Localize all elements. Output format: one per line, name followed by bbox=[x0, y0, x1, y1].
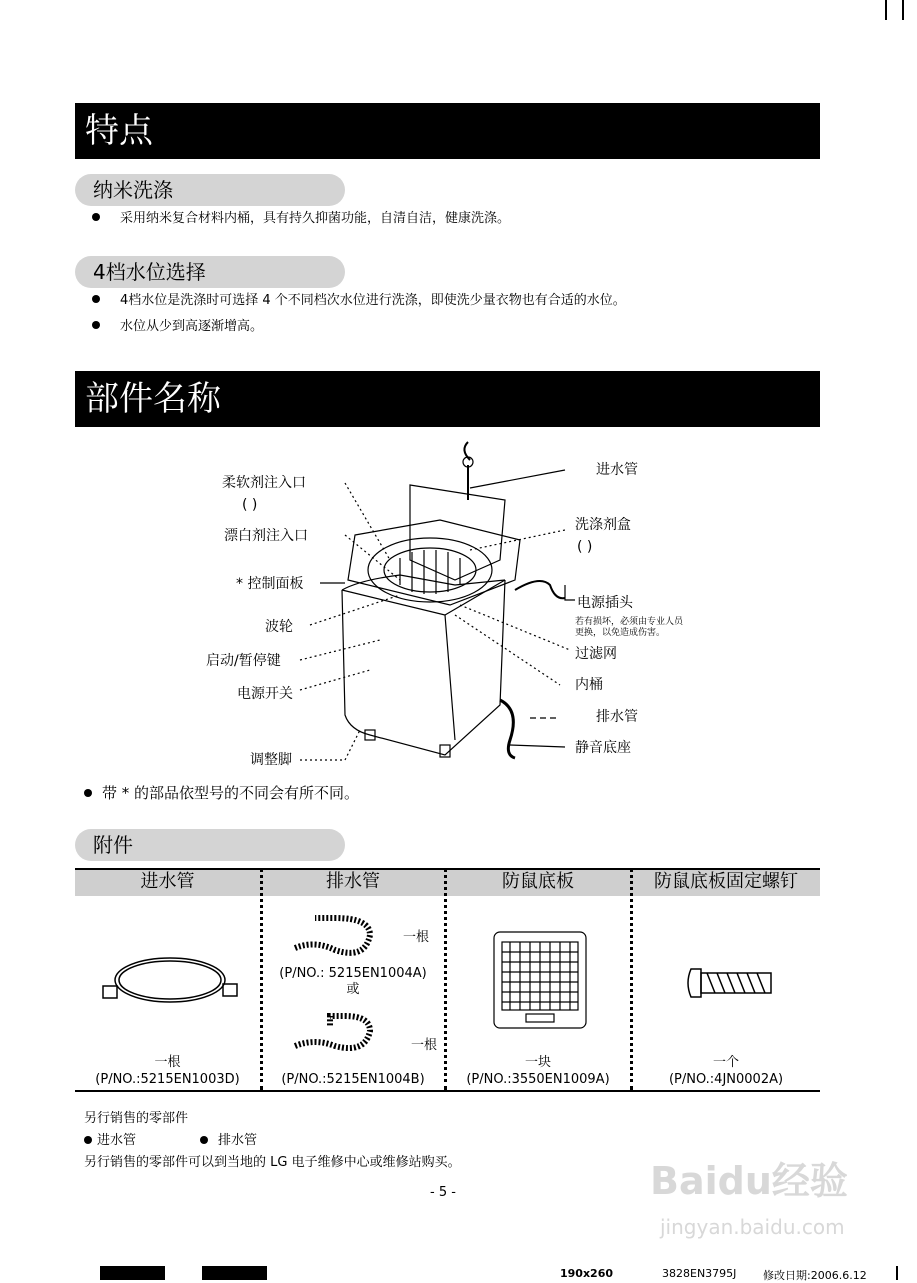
drain-hose-or: 或 bbox=[346, 982, 360, 997]
screw-illustration bbox=[687, 963, 777, 1003]
softener-inlet-label: 柔软剂注入口 bbox=[222, 475, 306, 491]
sold-separately-item-2: 排水管 bbox=[200, 1132, 257, 1150]
drain-hose-a-part-number: (P/NO.: 5215EN1004A) bbox=[279, 966, 427, 981]
inner-tub-label: 内桶 bbox=[575, 677, 603, 693]
col-title-screw: 防鼠底板固定螺钉 bbox=[654, 871, 798, 892]
crop-mark-bottom-right bbox=[896, 1266, 898, 1280]
control-panel-label: * 控制面板 bbox=[236, 576, 304, 592]
drain-hose-b-part-number: (P/NO.:5215EN1004B) bbox=[281, 1072, 425, 1087]
detergent-icon-paren: ( ) bbox=[577, 539, 593, 555]
page-number: - 5 - bbox=[430, 1185, 456, 1200]
watermark-url: jingyan.baidu.com bbox=[660, 1215, 845, 1239]
footer-black-block-1 bbox=[100, 1266, 165, 1280]
drain-hose-label: 排水管 bbox=[596, 709, 638, 725]
screw-part-number: (P/NO.:4JN0002A) bbox=[668, 1072, 784, 1087]
bullet-dot bbox=[92, 213, 100, 221]
watermark-brand: Baidu经验 bbox=[650, 1159, 848, 1203]
bullet-dot bbox=[200, 1136, 208, 1144]
crop-mark-top-right-2 bbox=[902, 0, 904, 20]
nano-wash-bullet: 采用纳米复合材料内桶，具有持久抑菌功能，自清自洁，健康洗涤。 bbox=[92, 210, 510, 228]
water-level-heading: 4档水位选择 bbox=[75, 256, 345, 288]
drain-hose-b-qty: 一根 bbox=[411, 1038, 438, 1053]
sold-separately-item-1: 进水管 bbox=[84, 1132, 136, 1150]
bullet-dot bbox=[84, 789, 92, 797]
base-plate-part-number: (P/NO.:3550EN1009A) bbox=[466, 1072, 610, 1087]
footer-revision-date: 修改日期:2006.6.12 bbox=[763, 1269, 867, 1282]
col-title-drain-hose: 排水管 bbox=[326, 871, 380, 892]
base-plate-qty: 一块 bbox=[524, 1055, 551, 1070]
bullet-dot bbox=[84, 1136, 92, 1144]
silent-base-label: 静音底座 bbox=[575, 740, 631, 756]
accessories-heading: 附件 bbox=[75, 829, 345, 861]
table-bottom-rule bbox=[75, 1090, 820, 1092]
model-note: 带 * 的部品依型号的不同会有所不同。 bbox=[84, 784, 359, 802]
bullet-dot bbox=[92, 321, 100, 329]
col-title-inlet-hose: 进水管 bbox=[140, 871, 195, 892]
bullet-dot bbox=[92, 295, 100, 303]
accessories-table bbox=[75, 868, 820, 1093]
footer-doc-number: 3828EN3795J bbox=[662, 1267, 737, 1280]
power-plug-label: 电源插头 bbox=[577, 595, 633, 611]
power-switch-label: 电源开关 bbox=[237, 686, 293, 702]
sold-separately-title: 另行销售的零部件 bbox=[84, 1111, 189, 1126]
inlet-hose-qty: 一根 bbox=[154, 1055, 181, 1070]
drain-hose-b-illustration bbox=[275, 1006, 385, 1058]
inlet-hose-illustration bbox=[100, 938, 240, 1018]
softener-icon-paren: ( ) bbox=[242, 497, 258, 513]
inlet-hose-label: 进水管 bbox=[596, 462, 638, 478]
col-title-base-plate: 防鼠底板 bbox=[502, 871, 574, 892]
washing-machine-diagram bbox=[0, 440, 917, 780]
bleach-inlet-label: 漂白剂注入口 bbox=[224, 528, 308, 544]
nano-wash-heading: 纳米洗涤 bbox=[75, 174, 345, 206]
footer-black-block-2 bbox=[202, 1266, 267, 1280]
base-plate-illustration bbox=[490, 928, 590, 1033]
sold-separately-note: 另行销售的零部件可以到当地的 LG 电子维修中心或维修站购买。 bbox=[84, 1155, 461, 1170]
power-plug-note-2: 更换，以免造成伤害。 bbox=[575, 628, 666, 638]
features-section-title: 特点 bbox=[75, 103, 820, 159]
footer-page-size: 190x260 bbox=[560, 1267, 614, 1280]
water-level-bullet-2: 水位从少到高逐渐增高。 bbox=[92, 318, 263, 336]
pulsator-label: 波轮 bbox=[265, 619, 293, 635]
drain-hose-a-illustration bbox=[275, 910, 385, 962]
inlet-hose-part-number: (P/NO.:5215EN1003D) bbox=[95, 1072, 240, 1087]
start-pause-label: 启动/暂停键 bbox=[206, 653, 281, 669]
leveling-foot-label: 调整脚 bbox=[250, 752, 292, 768]
drain-hose-a-qty: 一根 bbox=[403, 930, 430, 945]
filter-label: 过滤网 bbox=[575, 646, 617, 662]
power-plug-note-1: 若有损坏，必须由专业人员 bbox=[575, 617, 684, 627]
detergent-box-label: 洗涤剂盒 bbox=[575, 517, 631, 533]
crop-mark-top-right bbox=[885, 0, 887, 20]
screw-qty: 一个 bbox=[712, 1055, 739, 1070]
water-level-bullet-1: 4档水位是洗涤时可选择 4 个不同档次水位进行洗涤，即使洗少量衣物也有合适的水位。 bbox=[92, 292, 626, 310]
parts-section-title: 部件名称 bbox=[75, 371, 820, 427]
